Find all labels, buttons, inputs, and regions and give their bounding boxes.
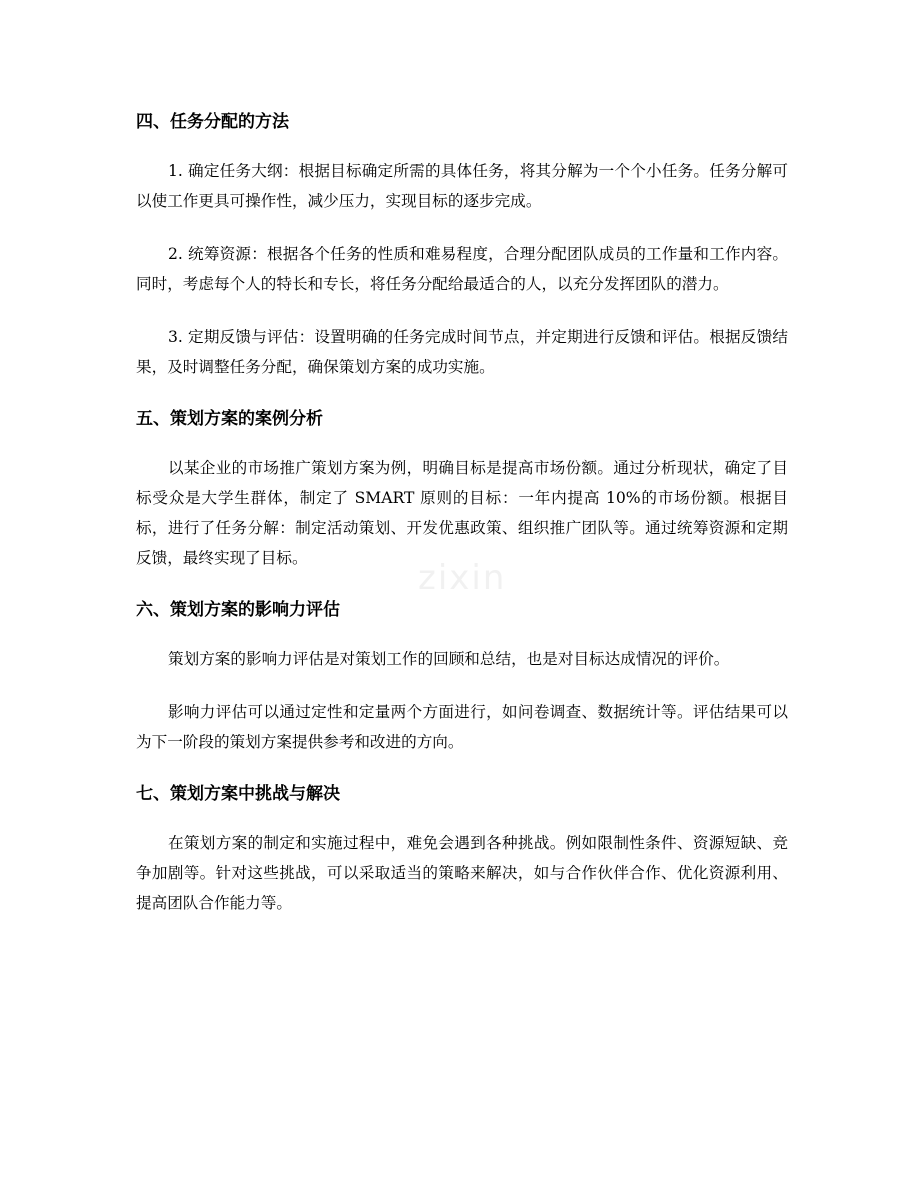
- paragraph: 影响力评估可以通过定性和定量两个方面进行，如问卷调查、数据统计等。评估结果可以为下一阶段的策划方案提供参考和改进的方向。: [136, 703, 788, 751]
- paragraph: 以某企业的市场推广策划方案为例，明确目标是提高市场份额。通过分析现状，确定了目标受众是大学生群体，制定了 SMART 原则的目标：一年内提高 10%的市场份额。根据目标，进行了任务分解：制定活动策划、开发优惠政策、组织推广团队等。通过统筹资源和定期反馈，最终实现了目标。: [136, 459, 788, 567]
- document-body: [136, 108, 788, 941]
- watermark: zixin: [418, 558, 507, 598]
- paragraph: 在策划方案的制定和实施过程中，难免会遇到各种挑战。例如限制性条件、资源短缺、竞争加剧等。针对这些挑战，可以采取适当的策略来解决，如与合作伙伴合作、优化资源利用、提高团队合作能力等。: [136, 834, 788, 912]
- section-heading: 七、策划方案中挑战与解决: [136, 784, 340, 804]
- paragraph: 3. 定期反馈与评估：设置明确的任务完成时间节点，并定期进行反馈和评估。根据反馈结果，及时调整任务分配，确保策划方案的成功实施。: [136, 328, 788, 376]
- section-heading: 五、策划方案的案例分析: [136, 409, 323, 429]
- paragraph: 1. 确定任务大纲：根据目标确定所需的具体任务，将其分解为一个个小任务。任务分解可以使工作更具可操作性，减少压力，实现目标的逐步完成。: [136, 162, 788, 210]
- section-task-allocation: [136, 108, 788, 382]
- paragraph: 策划方案的影响力评估是对策划工作的回顾和总结，也是对目标达成情况的评价。: [168, 650, 730, 668]
- section-challenges: [136, 780, 788, 918]
- section-heading: 六、策划方案的影响力评估: [136, 600, 340, 620]
- paragraph: 2. 统筹资源：根据各个任务的性质和难易程度，合理分配团队成员的工作量和工作内容。同时，考虑每个人的特长和专长，将任务分配给最适合的人，以充分发挥团队的潜力。: [136, 245, 788, 293]
- section-heading: 四、任务分配的方法: [136, 112, 289, 132]
- section-case-study: [136, 405, 788, 573]
- section-impact-assessment: [136, 596, 788, 757]
